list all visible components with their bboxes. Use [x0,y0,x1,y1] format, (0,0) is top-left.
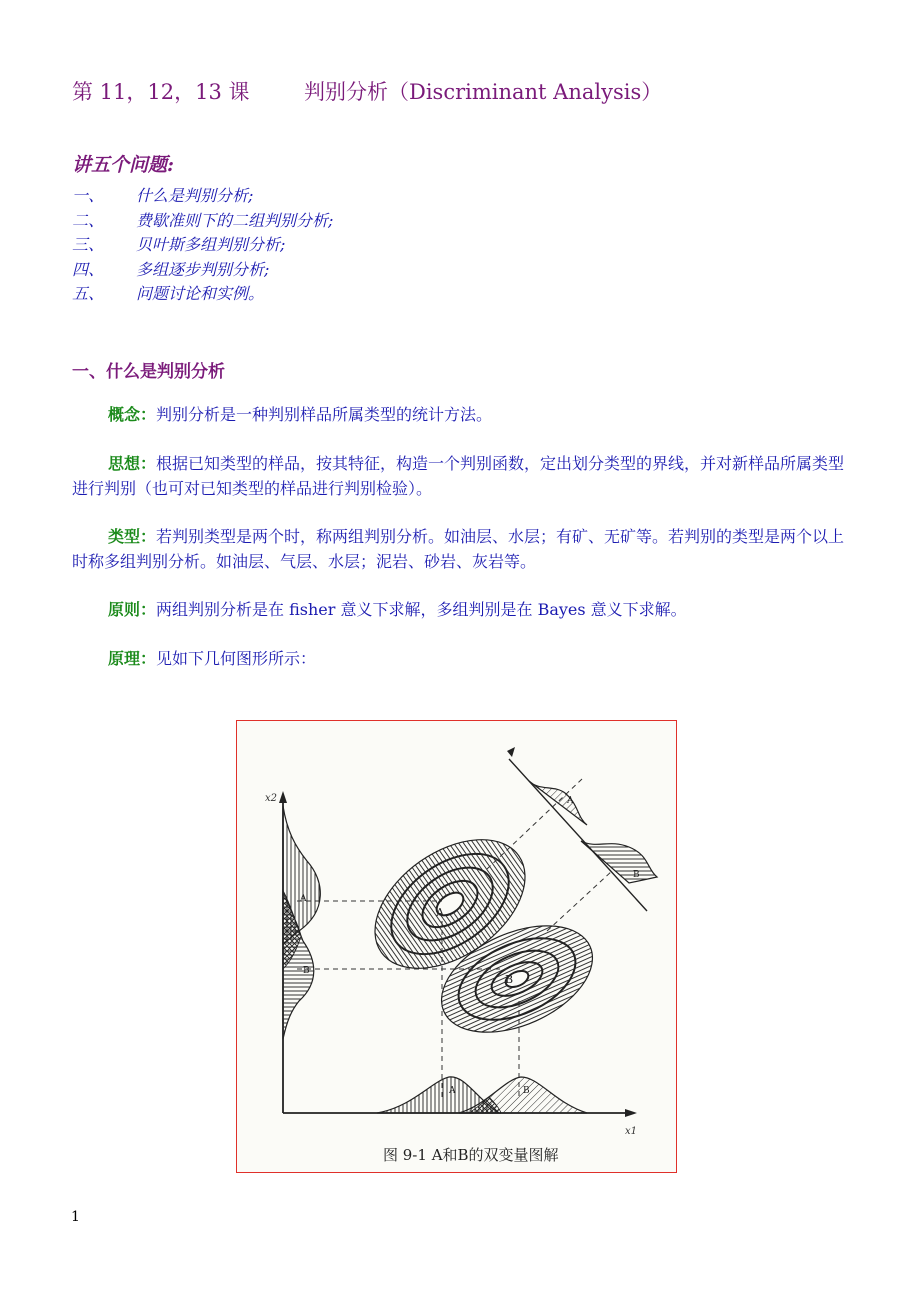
x-axis-arrow [625,1109,637,1117]
svg-text:A: A [449,1086,456,1096]
ellipse-a-label: A [436,906,444,919]
principle-paragraph: 原则：两组判别分析是在 fisher 意义下求解，多组判别是在 Bayes 意义下求解。 [108,600,687,619]
concept-label: 概念： [108,405,157,424]
svg-text:A: A [300,894,307,904]
document-title: 判别分析（Discriminant Analysis） [304,80,663,104]
outline-list [72,184,333,307]
outline-item: 一、 什么是判别分析; [72,186,254,205]
svg-text:A: A [567,796,574,806]
section-heading: 一、什么是判别分析 [72,362,225,382]
svg-text:B: B [303,966,310,976]
x-axis-label: x1 [625,1126,638,1137]
concept-paragraph: 概念：判别分析是一种判别样品所属类型的统计方法。 [108,405,493,424]
idea-label: 思想： [108,454,157,473]
svg-text:B: B [523,1086,530,1096]
outline-item: 二、 费歇准则下的二组判别分析; [72,210,334,230]
bivariate-figure [236,720,677,1173]
figure-graphic [237,721,678,1174]
outline-item: 三、 贝叶斯多组判别分析; [72,235,286,254]
projection-density-a [529,781,587,825]
discriminant-arrow [507,747,515,757]
outline-item: 五、 问题讨论和实例。 [72,284,265,303]
idea-paragraph: 思想：根据已知类型的样品，按其特征，构造一个判别函数，定出划分类型的界线，并对新样品所属类型进行判别（也可对已知类型的样品进行判别检验）。 [72,454,845,498]
type-label: 类型： [108,527,157,546]
theory-label: 原理： [108,649,157,668]
figure-caption: 图 9-1 A和B的双变量图解 [383,1146,559,1164]
principle-label: 原则： [108,600,157,619]
page-number: 1 [71,1209,80,1225]
projection-density-b [581,841,657,883]
outline-item: 四、 多组逐步判别分析; [72,259,270,279]
svg-text:B: B [633,870,640,880]
document-title-row [72,76,662,106]
outline-heading: 讲五个问题: [72,154,175,176]
y-axis-label: x2 [265,793,278,804]
y-axis-arrow [279,791,287,803]
type-paragraph: 类型：若判别类型是两个时，称两组判别分析。如油层、水层；有矿、无矿等。若判别的类型是两个以上时称多组判别分析。如油层、气层、水层；泥岩、砂岩、灰岩等。 [72,527,845,571]
lesson-number: 第 11，12，13 课 [72,80,250,104]
theory-paragraph: 原理：见如下几何图形所示： [108,649,317,668]
ellipse-b-label: B [505,973,514,986]
